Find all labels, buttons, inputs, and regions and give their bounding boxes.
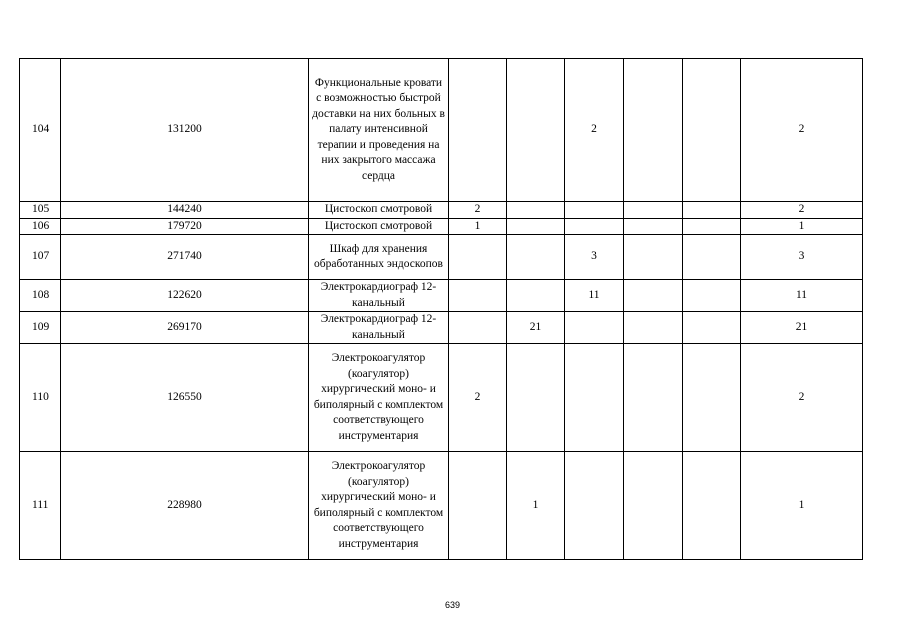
qty-col5-cell: [683, 452, 741, 560]
qty-col2-cell: [507, 280, 565, 312]
qty-col2-cell: [507, 59, 565, 202]
qty-col4-cell: [624, 218, 683, 235]
row-number-cell: 104: [20, 59, 61, 202]
table-row: [20, 344, 863, 452]
table-row: [20, 235, 863, 280]
total-cell: 2: [741, 59, 863, 202]
table-row: [20, 59, 863, 202]
qty-col2-cell: 21: [507, 312, 565, 344]
table-row: [20, 218, 863, 235]
qty-col4-cell: [624, 235, 683, 280]
code-cell: 144240: [61, 202, 309, 219]
qty-col1-cell: [449, 235, 507, 280]
qty-col4-cell: [624, 202, 683, 219]
row-number-cell: 107: [20, 235, 61, 280]
code-cell: 179720: [61, 218, 309, 235]
qty-col3-cell: [565, 452, 624, 560]
table-row: [20, 312, 863, 344]
total-cell: 11: [741, 280, 863, 312]
qty-col1-cell: [449, 312, 507, 344]
qty-col4-cell: [624, 59, 683, 202]
page-number: 639: [444, 600, 461, 610]
total-cell: 21: [741, 312, 863, 344]
qty-col4-cell: [624, 452, 683, 560]
row-number-cell: 109: [20, 312, 61, 344]
total-cell: 1: [741, 452, 863, 560]
code-cell: 122620: [61, 280, 309, 312]
total-cell: 2: [741, 202, 863, 219]
qty-col1-cell: 2: [449, 344, 507, 452]
qty-col1-cell: [449, 59, 507, 202]
total-cell: 3: [741, 235, 863, 280]
equipment-table: [19, 58, 863, 560]
qty-col4-cell: [624, 312, 683, 344]
qty-col1-cell: [449, 452, 507, 560]
table-row: [20, 452, 863, 560]
qty-col4-cell: [624, 280, 683, 312]
qty-col5-cell: [683, 202, 741, 219]
name-cell: Электрокоагулятор (коагулятор) хирургический моно- и биполярный с комплектом соответствующего инструментария: [309, 452, 449, 560]
name-cell: Шкаф для хранения обработанных эндоскопов: [309, 235, 449, 280]
qty-col1-cell: [449, 280, 507, 312]
qty-col5-cell: [683, 344, 741, 452]
qty-col1-cell: 1: [449, 218, 507, 235]
qty-col3-cell: 3: [565, 235, 624, 280]
row-number-cell: 106: [20, 218, 61, 235]
name-cell: Цистоскоп смотровой: [309, 218, 449, 235]
row-number-cell: 105: [20, 202, 61, 219]
name-cell: Функциональные кровати с возможностью быстрой доставки на них больных в палату интенсивной терапии и проведения на них закрытого массажа сердца: [309, 59, 449, 202]
qty-col2-cell: [507, 218, 565, 235]
qty-col4-cell: [624, 344, 683, 452]
row-number-cell: 111: [20, 452, 61, 560]
qty-col5-cell: [683, 235, 741, 280]
qty-col2-cell: 1: [507, 452, 565, 560]
qty-col1-cell: 2: [449, 202, 507, 219]
code-cell: 126550: [61, 344, 309, 452]
code-cell: 131200: [61, 59, 309, 202]
table-row: [20, 202, 863, 219]
name-cell: Цистоскоп смотровой: [309, 202, 449, 219]
row-number-cell: 110: [20, 344, 61, 452]
qty-col2-cell: [507, 344, 565, 452]
row-number-cell: 108: [20, 280, 61, 312]
qty-col3-cell: [565, 312, 624, 344]
qty-col3-cell: [565, 202, 624, 219]
qty-col5-cell: [683, 280, 741, 312]
name-cell: Электрокардиограф 12-канальный: [309, 312, 449, 344]
code-cell: 269170: [61, 312, 309, 344]
code-cell: 271740: [61, 235, 309, 280]
code-cell: 228980: [61, 452, 309, 560]
name-cell: Электрокардиограф 12-канальный: [309, 280, 449, 312]
name-cell: Электрокоагулятор (коагулятор) хирургический моно- и биполярный с комплектом соответствующего инструментария: [309, 344, 449, 452]
qty-col3-cell: [565, 218, 624, 235]
total-cell: 2: [741, 344, 863, 452]
qty-col3-cell: 2: [565, 59, 624, 202]
qty-col3-cell: 11: [565, 280, 624, 312]
qty-col3-cell: [565, 344, 624, 452]
qty-col5-cell: [683, 218, 741, 235]
qty-col2-cell: [507, 235, 565, 280]
table-row: [20, 280, 863, 312]
qty-col5-cell: [683, 312, 741, 344]
qty-col2-cell: [507, 202, 565, 219]
total-cell: 1: [741, 218, 863, 235]
qty-col5-cell: [683, 59, 741, 202]
